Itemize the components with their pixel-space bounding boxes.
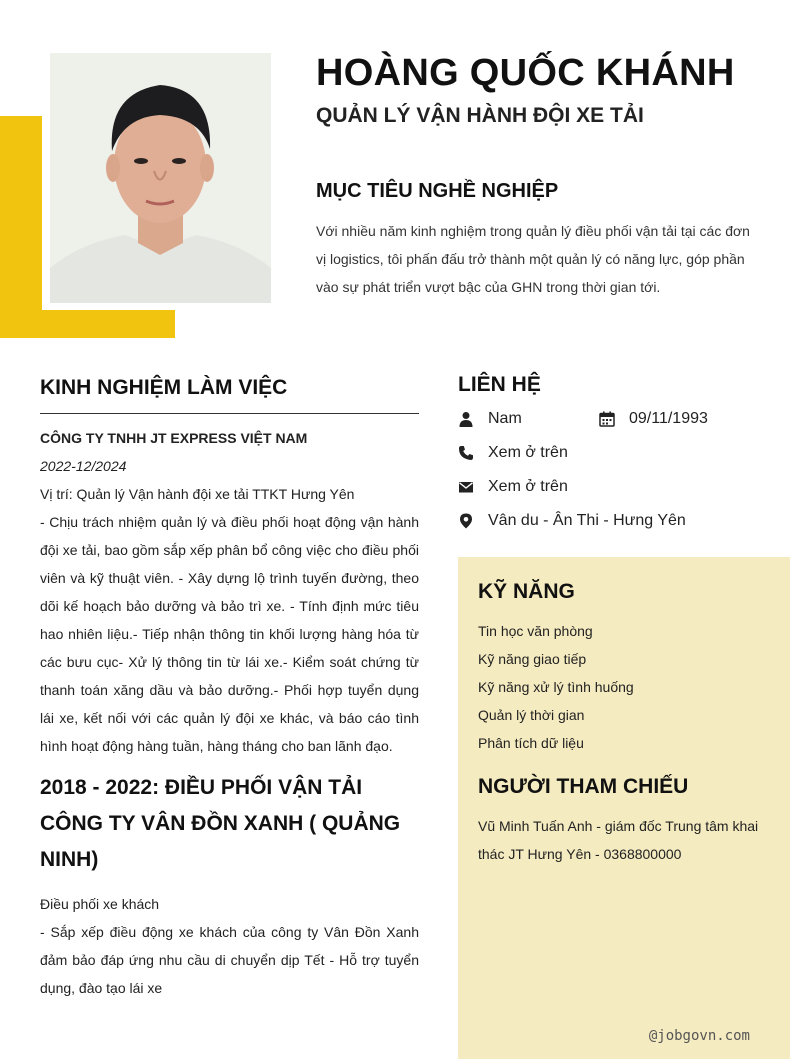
contact-birthday [599, 409, 708, 429]
job-title: QUẢN LÝ VẬN HÀNH ĐỘI XE TẢI [316, 104, 644, 127]
skill-item: Kỹ năng xử lý tình huống [478, 679, 634, 695]
accent-bar-horizontal [0, 310, 175, 338]
contact-gender [458, 409, 522, 429]
accent-bar-vertical [0, 116, 42, 338]
objective-heading: MỤC TIÊU NGHỀ NGHIỆP [316, 180, 559, 202]
job2-description: - Sắp xếp điều động xe khách của công ty Vân Đồn Xanh đảm bảo đáp ứng nhu cầu di chuyển dịp Tết - Hỗ trợ tuyển dụng, đào tạo lái xe [40, 924, 419, 996]
references-heading: NGƯỜI THAM CHIẾU [478, 775, 689, 798]
job1-description: - Chịu trách nhiệm quản lý và điều phối hoạt động vận hành đội xe tải, bao gồm sắp xếp phân bổ công việc cho điều phối viên và kỹ thuật viên. - Xây dựng lộ trình tuyến đường, theo dõi kế hoạch bảo dưỡng và bảo trì xe. - Tính định mức tiêu hao nhiên liệu.- Tiếp nhận thông tin khối lượng hàng hóa từ các bưu cục- Xử lý thông tin từ lái xe.- Kiểm soát chứng từ thanh toán xăng dầu và bảo dưỡng.- Phối hợp tuyển dụng lái xe, kết nối với các quản lý đội xe khác, và báo cáo tình hình hoạt động hàng tuần, hàng tháng cho ban lãnh đạo. [40, 514, 419, 754]
candidate-name: HOÀNG QUỐC KHÁNH [316, 52, 735, 94]
job1-period: 2022-12/2024 [40, 458, 127, 474]
calendar-icon [599, 411, 615, 427]
mail-icon [458, 479, 474, 495]
contact-email [458, 477, 568, 497]
job1-position: Vị trí: Quản lý Vận hành đội xe tải TTKT Hưng Yên [40, 486, 355, 502]
job1-company: CÔNG TY TNHH JT EXPRESS VIỆT NAM [40, 430, 308, 446]
skill-item: Phân tích dữ liệu [478, 735, 584, 751]
experience-section [40, 424, 419, 1002]
person-icon [458, 411, 474, 427]
phone-value: Xem ở trên [488, 444, 568, 461]
profile-photo [50, 53, 271, 303]
experience-heading: KINH NGHIỆM LÀM VIỆC [40, 376, 288, 399]
job2-position: Điều phối xe khách [40, 896, 160, 912]
contact-heading: LIÊN HỆ [458, 373, 541, 396]
birthday-value: 09/11/1993 [629, 410, 708, 427]
skills-list [478, 617, 634, 757]
skill-item: Quản lý thời gian [478, 707, 585, 723]
contact-phone [458, 443, 568, 463]
contact-address [458, 511, 686, 531]
objective-text: Với nhiều năm kinh nghiệm trong quản lý điều phối vận tải tại các đơn vị logistics, tôi phấn đấu trở thành một quản lý có năng lực, góp phần vào sự phát triển vượt bậc của GHN trong thời gian tới. [316, 223, 750, 295]
watermark: @jobgovn.com [648, 1028, 750, 1044]
email-value: Xem ở trên [488, 478, 568, 495]
skill-item: Kỹ năng giao tiếp [478, 651, 587, 667]
gender-value: Nam [488, 410, 522, 427]
references-text: Vũ Minh Tuấn Anh - giám đốc Trung tâm khai thác JT Hưng Yên - 0368800000 [478, 818, 759, 862]
experience-divider [40, 413, 419, 414]
job2-heading: 2018 - 2022: ĐIỀU PHỐI VẬN TẢI CÔNG TY VÂN ĐỒN XANH ( QUẢNG NINH) [40, 776, 401, 871]
skills-heading: KỸ NĂNG [478, 580, 575, 603]
phone-icon [458, 445, 474, 461]
location-pin-icon [458, 513, 474, 529]
skill-item: Tin học văn phòng [478, 623, 593, 639]
address-value: Vân du - Ân Thi - Hưng Yên [488, 512, 686, 529]
